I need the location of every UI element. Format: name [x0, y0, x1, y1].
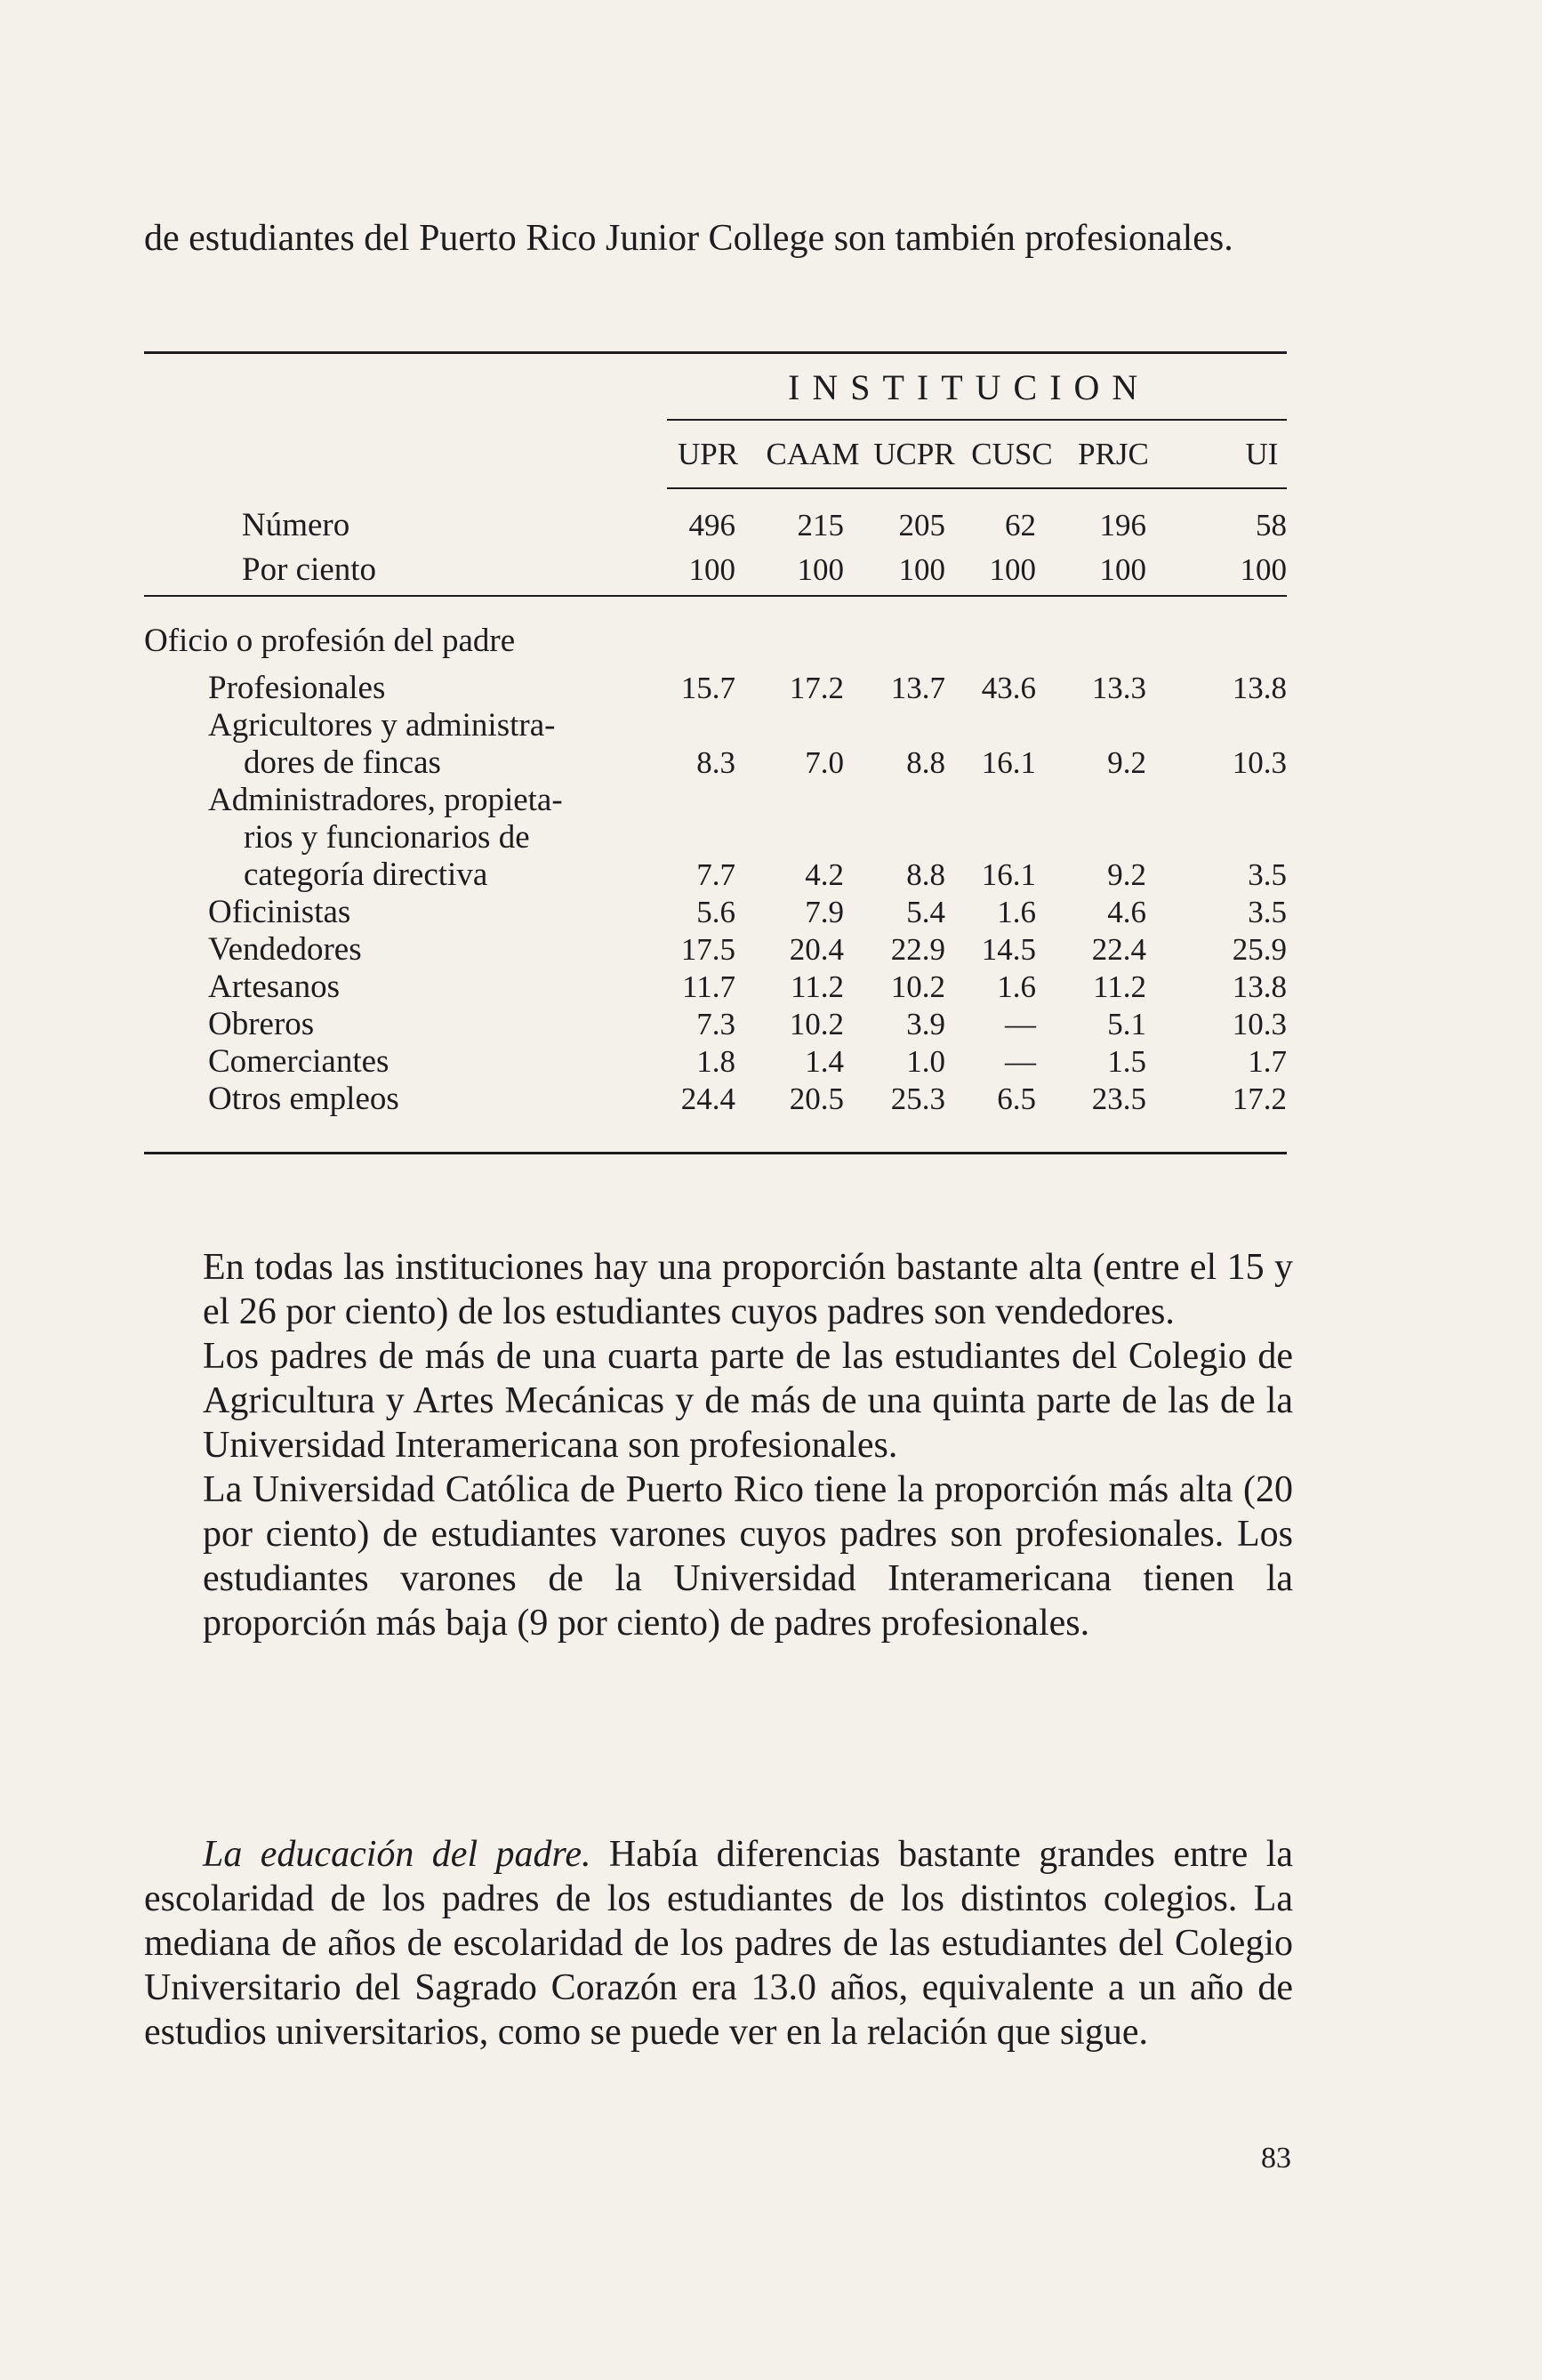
cell-value: 100 — [1240, 552, 1287, 587]
cell-value: 496 — [688, 508, 735, 543]
cell-value: 13.8 — [1232, 969, 1287, 1004]
cell-value: 196 — [1099, 508, 1146, 543]
cell-value: — — [1005, 1044, 1036, 1079]
cell-value: 10.2 — [890, 969, 945, 1004]
column-header: UPR — [677, 437, 739, 471]
row-label: Artesanos — [208, 969, 340, 1005]
cell-value: 1.6 — [997, 895, 1036, 929]
cell-value: 13.7 — [890, 671, 945, 705]
row-label: Vendedores — [208, 931, 362, 968]
row-label: Administradores, propieta- — [208, 782, 563, 818]
cell-value: 58 — [1256, 508, 1287, 543]
row-label: categoría directiva — [244, 856, 488, 893]
cell-value: 3.5 — [1248, 895, 1287, 929]
cell-value: 4.2 — [805, 857, 844, 892]
cell-value: 100 — [688, 552, 735, 587]
cell-value: 14.5 — [981, 932, 1036, 967]
cell-value: 11.2 — [791, 969, 844, 1004]
cell-value: 16.1 — [981, 857, 1036, 892]
cell-value: — — [1005, 1007, 1036, 1041]
totals-row-label: Por ciento — [242, 551, 377, 588]
row-label: dores de fincas — [244, 744, 441, 781]
cell-value: 1.0 — [906, 1044, 945, 1079]
paragraph-3: La Universidad Católica de Puerto Rico tiene la proporción más alta (20 por ciento) de estudiantes varones cuyos padres son profesionales. Los estudiantes varones de la Universidad Interamericana tienen la proporción más baja (9 por ciento) de padres profesionales. — [203, 1469, 1293, 1644]
cell-value: 100 — [1099, 552, 1146, 587]
cell-value: 13.3 — [1091, 671, 1146, 705]
cell-value: 1.8 — [696, 1044, 735, 1079]
cell-value: 3.9 — [906, 1007, 945, 1041]
section-2-paragraph — [144, 1832, 1293, 2054]
paragraph-1: En todas las instituciones hay una proporción bastante alta (entre el 15 y el 26 por ciento) de los estudiantes cuyos padres son vendedores. — [203, 1247, 1293, 1332]
group-header: INSTITUCION — [788, 367, 1151, 407]
table-bottom-rule — [144, 1152, 1287, 1154]
cell-value: 15.7 — [680, 671, 735, 705]
intro-text: de estudiantes del Puerto Rico Junior College son también profesionales. — [144, 218, 1233, 259]
cell-value: 8.3 — [696, 745, 735, 780]
cell-value: 22.4 — [1091, 932, 1146, 967]
totals-rule — [144, 595, 1287, 597]
paragraph-2: Los padres de más de una cuarta parte de las estudiantes del Colegio de Agricultura y Artes Mecánicas y de más de una quinta parte de las de la Universidad Interamericana son profesionales. — [203, 1336, 1293, 1466]
cell-value: 8.8 — [906, 857, 945, 892]
cell-value: 7.0 — [805, 745, 844, 780]
cell-value: 100 — [797, 552, 844, 587]
totals-row-label: Número — [242, 507, 350, 543]
column-header: CUSC — [971, 437, 1053, 471]
cell-value: 1.4 — [805, 1044, 844, 1079]
cell-value: 3.5 — [1248, 857, 1287, 892]
cell-value: 100 — [898, 552, 945, 587]
cell-value: 17.5 — [680, 932, 735, 967]
column-header: CAAM — [766, 437, 860, 471]
row-label: Oficinistas — [208, 894, 351, 930]
row-label: Otros empleos — [208, 1081, 399, 1117]
cell-value: 100 — [989, 552, 1036, 587]
row-label: Profesionales — [208, 670, 386, 706]
cell-value: 205 — [898, 508, 945, 543]
cell-value: 11.2 — [1093, 969, 1146, 1004]
cell-value: 7.3 — [696, 1007, 735, 1041]
column-header: UCPR — [873, 437, 955, 471]
row-label: rios y funcionarios de — [244, 819, 530, 856]
cell-value: 10.2 — [789, 1007, 844, 1041]
cell-value: 23.5 — [1091, 1081, 1146, 1116]
cell-value: 215 — [797, 508, 844, 543]
cell-value: 9.2 — [1107, 857, 1146, 892]
cell-value: 8.8 — [906, 745, 945, 780]
column-header: PRJC — [1078, 437, 1149, 471]
cell-value: 6.5 — [997, 1081, 1036, 1116]
row-label: Agricultores y administra- — [208, 707, 556, 744]
cell-value: 25.3 — [890, 1081, 945, 1116]
page-number: 83 — [1261, 2142, 1291, 2175]
group-header-rule — [667, 419, 1287, 421]
cell-value: 1.6 — [997, 969, 1036, 1004]
occupation-table — [144, 351, 1287, 1156]
cell-value: 20.5 — [789, 1081, 844, 1116]
paragraphs — [203, 1245, 1293, 1645]
cell-value: 16.1 — [981, 745, 1036, 780]
cell-value: 24.4 — [680, 1081, 735, 1116]
cell-value: 7.7 — [696, 857, 735, 892]
cell-value: 43.6 — [981, 671, 1036, 705]
cell-value: 17.2 — [1232, 1081, 1287, 1116]
cell-value: 1.5 — [1107, 1044, 1146, 1079]
column-header: UI — [1245, 437, 1279, 471]
cell-value: 1.7 — [1248, 1044, 1287, 1079]
row-label: Obreros — [208, 1006, 315, 1042]
cell-value: 62 — [1005, 508, 1036, 543]
cell-value: 4.6 — [1107, 895, 1146, 929]
cell-value: 25.9 — [1232, 932, 1287, 967]
section-label: Oficio o profesión del padre — [144, 623, 516, 659]
row-label: Comerciantes — [208, 1043, 390, 1080]
cell-value: 7.9 — [805, 895, 844, 929]
cell-value: 13.8 — [1232, 671, 1287, 705]
cell-value: 5.4 — [906, 895, 945, 929]
cell-value: 20.4 — [789, 932, 844, 967]
cell-value: 10.3 — [1232, 1007, 1287, 1041]
table-top-rule — [144, 351, 1287, 354]
cell-value: 10.3 — [1232, 745, 1287, 780]
cell-value: 5.1 — [1107, 1007, 1146, 1041]
section-2-heading: La educación del padre. — [203, 1834, 591, 1875]
column-header-rule — [667, 487, 1287, 489]
cell-value: 22.9 — [890, 932, 945, 967]
cell-value: 9.2 — [1107, 745, 1146, 780]
cell-value: 17.2 — [789, 671, 844, 705]
cell-value: 11.7 — [682, 969, 735, 1004]
section-2-text: Había diferencias bastante grandes entre la escolaridad de los padres de los estudiantes de los distintos colegios. La mediana de años de escolaridad de los padres de las estudiantes del Colegio Universitario del Sagrado Corazón era 13.0 años, equivalente a un año de estudios universitarios, como se puede ver en la relación que sigue. — [144, 1834, 1293, 2053]
cell-value: 5.6 — [696, 895, 735, 929]
